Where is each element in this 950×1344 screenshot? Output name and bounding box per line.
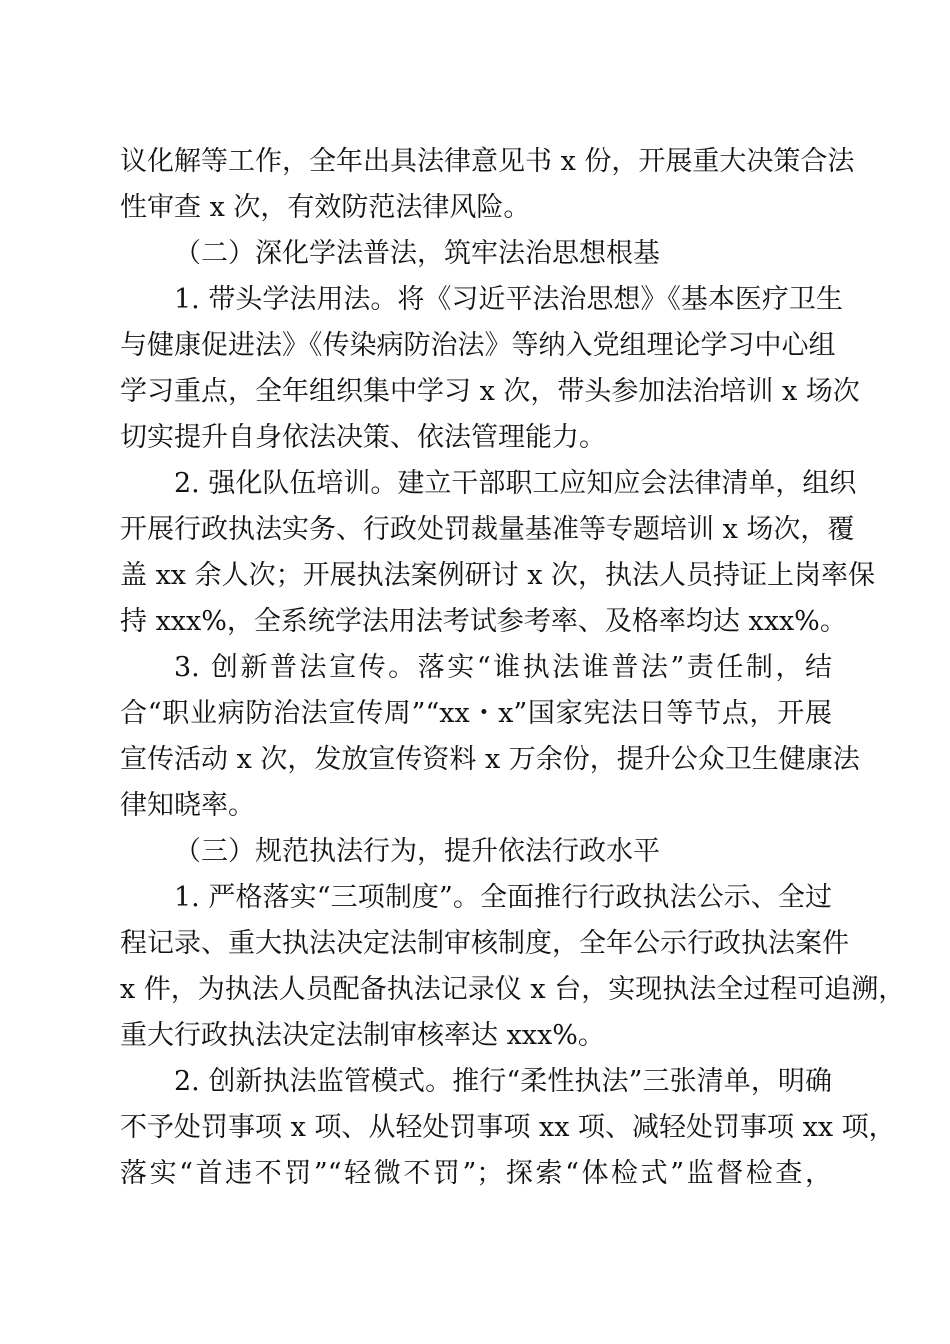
paragraph-first-line: 2. 强化队伍培训。建立干部职工应知应会法律清单，组织 — [174, 468, 857, 499]
body-line: 重大行政执法决定法制审核率达 xxx%。 — [120, 1020, 605, 1051]
body-line: 程记录、重大执法决定法制审核制度，全年公示行政执法案件 — [120, 928, 849, 959]
body-line: 与健康促进法》《传染病防治法》等纳入党组理论学习中心组 — [120, 330, 836, 361]
body-line: x 件，为执法人员配备执法记录仪 x 台，实现执法全过程可追溯， — [120, 974, 906, 1005]
body-line: 落实“首违不罚”“轻微不罚”；探索“体检式”监督检查， — [120, 1158, 832, 1189]
body-line: 持 xxx%，全系统学法用法考试参考率、及格率均达 xxx%。 — [120, 606, 847, 637]
body-line: 开展行政执法实务、行政处罚裁量基准等专题培训 x 场次，覆 — [120, 514, 855, 545]
section-heading: （三）规范执法行为，提升依法行政水平 — [174, 836, 660, 867]
paragraph-first-line: 3. 创新普法宣传。落实“谁执法谁普法”责任制，结 — [174, 652, 832, 683]
paragraph-first-line: 1. 带头学法用法。将《习近平法治思想》《基本医疗卫生 — [174, 284, 843, 315]
body-line: 性审查 x 次，有效防范法律风险。 — [120, 192, 531, 223]
body-line: 合“职业病防治法宣传周”“xx・x”国家宪法日等节点，开展 — [120, 698, 832, 729]
paragraph-first-line: 1. 严格落实“三项制度”。全面推行行政执法公示、全过 — [174, 882, 832, 913]
section-heading: （二）深化学法普法，筑牢法治思想根基 — [174, 238, 660, 269]
body-line: 盖 xx 余人次；开展执法案例研讨 x 次，执法人员持证上岗率保 — [120, 560, 876, 591]
body-line: 切实提升自身依法决策、依法管理能力。 — [120, 422, 606, 453]
body-line: 不予处罚事项 x 项、从轻处罚事项 xx 项、减轻处罚事项 xx 项， — [120, 1112, 896, 1143]
body-line: 律知晓率。 — [120, 790, 255, 821]
paragraph-first-line: 2. 创新执法监管模式。推行“柔性执法”三张清单，明确 — [174, 1066, 832, 1097]
body-line: 宣传活动 x 次，发放宣传资料 x 万余份，提升公众卫生健康法 — [120, 744, 860, 775]
body-line: 议化解等工作，全年出具法律意见书 x 份，开展重大决策合法 — [120, 146, 855, 177]
body-line: 学习重点，全年组织集中学习 x 次，带头参加法治培训 x 场次 — [120, 376, 860, 407]
